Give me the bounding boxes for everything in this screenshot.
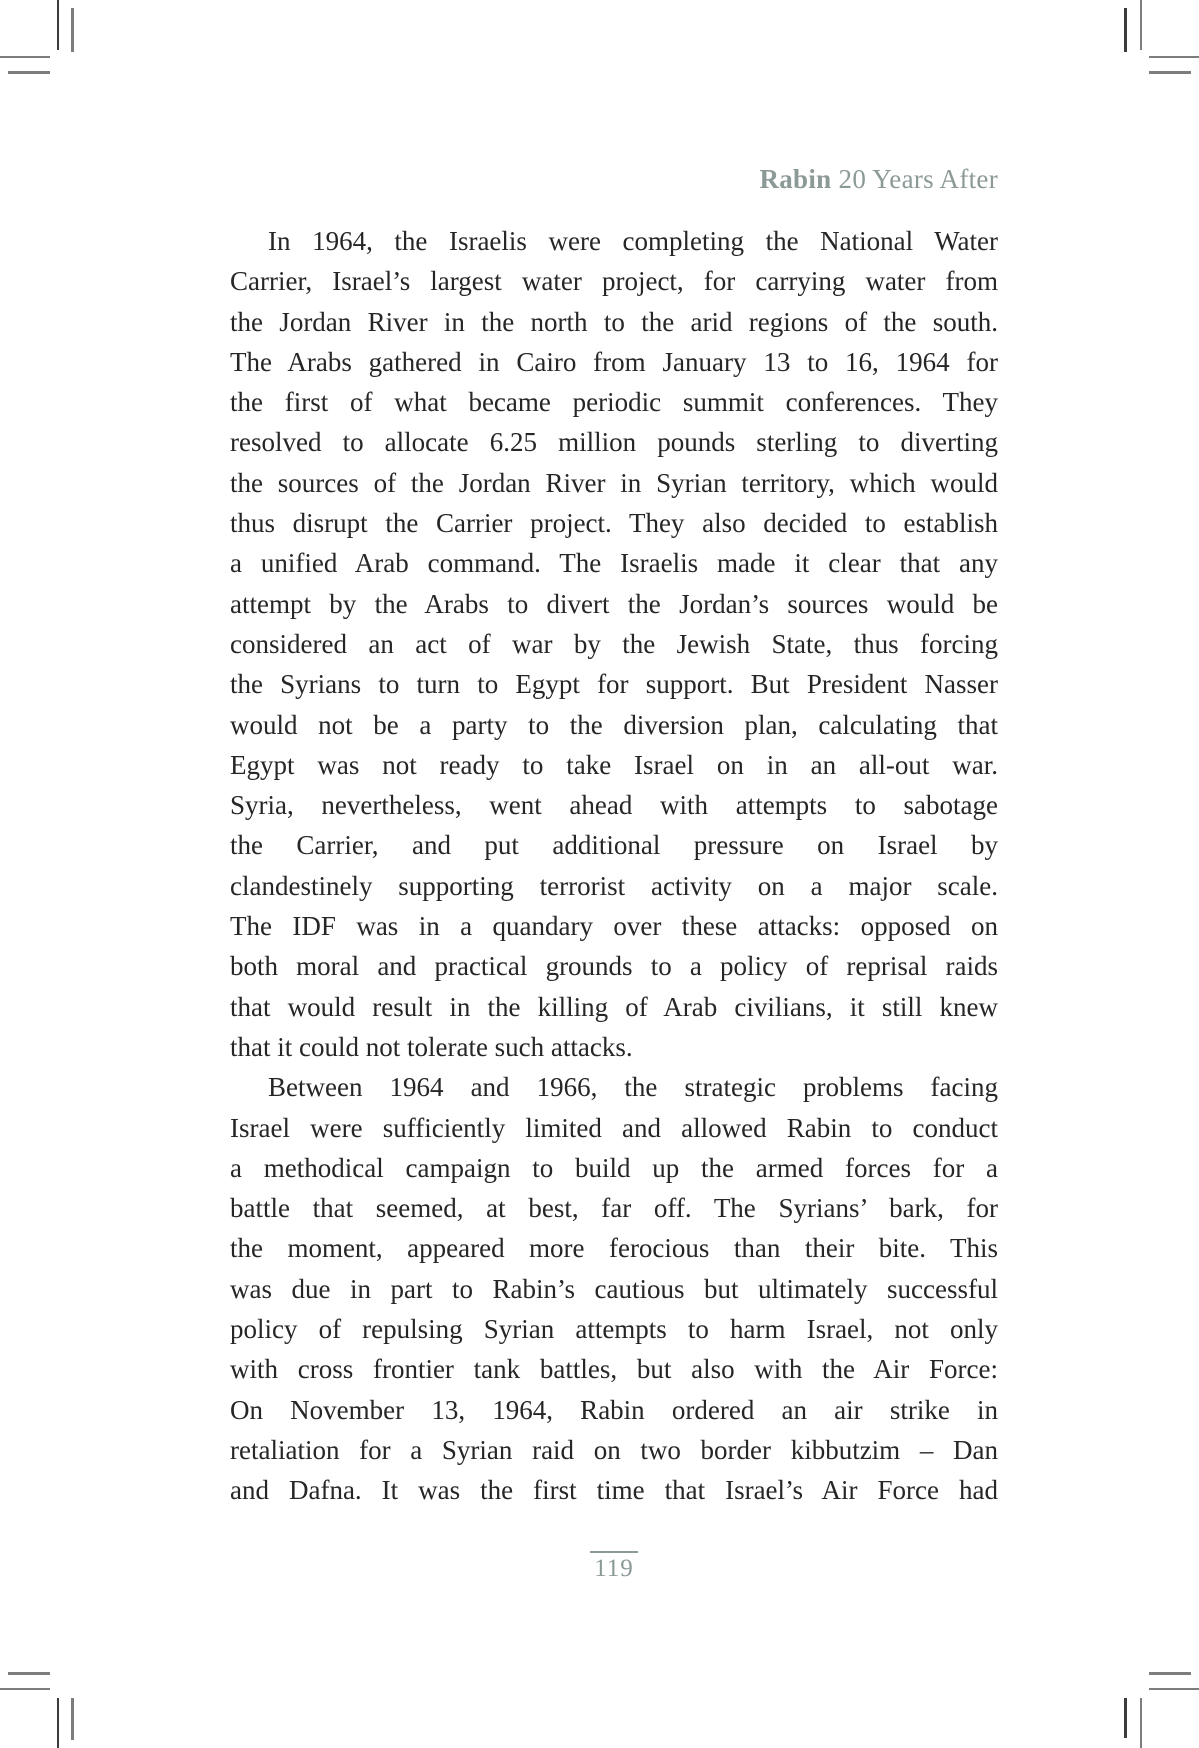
page-number: 119 — [594, 1555, 634, 1582]
crop-mark — [1149, 1672, 1191, 1675]
crop-mark — [57, 1698, 59, 1748]
text-line: the sources of the Jordan River in Syrian territory, which would — [230, 467, 998, 498]
text-line: Carrier, Israel’s largest water project, for carrying water from — [230, 266, 998, 297]
text-line: Between 1964 and 1966, the strategic problems facing — [268, 1072, 998, 1103]
running-head — [230, 166, 998, 193]
crop-mark — [8, 71, 50, 74]
crop-mark — [1149, 1688, 1199, 1690]
text-line: thus disrupt the Carrier project. They also decided to establish — [230, 508, 998, 539]
text-line: In 1964, the Israelis were completing the National Water — [268, 226, 998, 256]
crop-mark — [0, 56, 50, 58]
crop-mark — [71, 8, 74, 52]
crop-mark — [8, 1672, 50, 1675]
text-line: the first of what became periodic summit conferences. They — [230, 387, 998, 418]
crop-mark — [1149, 56, 1199, 58]
crop-mark — [1149, 71, 1191, 74]
crop-mark — [0, 1688, 50, 1690]
text-line: would not be a party to the diversion plan, calculating that — [230, 709, 998, 740]
text-line: a unified Arab command. The Israelis made it clear that any — [230, 548, 998, 579]
body-text — [230, 221, 998, 1511]
crop-mark — [1124, 1698, 1127, 1738]
text-line: the Carrier, and put additional pressure on Israel by — [230, 830, 998, 861]
text-line: clandestinely supporting terrorist activity on a major scale. — [230, 870, 998, 901]
text-line: The IDF was in a quandary over these attacks: opposed on — [230, 911, 998, 942]
text-line: both moral and practical grounds to a policy of reprisal raids — [230, 951, 998, 982]
text-line: and Dafna. It was the first time that Israel’s Air Force had — [230, 1475, 998, 1506]
crop-mark — [57, 0, 59, 50]
running-head-subtitle: 20 Years After — [831, 164, 998, 194]
text-line: was due in part to Rabin’s cautious but ultimately successful — [230, 1273, 998, 1304]
text-line: considered an act of war by the Jewish State, thus forcing — [230, 628, 998, 659]
text-line: The Arabs gathered in Cairo from January 13 to 16, 1964 for — [230, 346, 998, 377]
text-line: Syria, nevertheless, went ahead with attempts to sabotage — [230, 790, 998, 821]
text-line: a methodical campaign to build up the armed forces for a — [230, 1152, 998, 1183]
crop-mark — [1124, 8, 1127, 52]
text-line: that it could not tolerate such attacks. — [230, 1031, 633, 1062]
text-line: Egypt was not ready to take Israel on in an all-out war. — [230, 749, 998, 780]
text-line: the Jordan River in the north to the arid regions of the south. — [230, 306, 998, 337]
text-line: On November 13, 1964, Rabin ordered an air strike in — [230, 1394, 998, 1425]
text-line: that would result in the killing of Arab civilians, it still knew — [230, 991, 998, 1022]
text-line: policy of repulsing Syrian attempts to harm Israel, not only — [230, 1314, 998, 1345]
crop-mark — [1140, 1698, 1142, 1748]
text-line: resolved to allocate 6.25 million pounds sterling to diverting — [230, 427, 998, 458]
text-line: the moment, appeared more ferocious than their bite. This — [230, 1233, 998, 1264]
crop-mark — [1140, 0, 1142, 50]
folio — [230, 1551, 998, 1582]
folio-rule — [590, 1551, 638, 1553]
running-head-book-title: Rabin — [759, 164, 832, 194]
text-line: battle that seemed, at best, far off. The Syrians’ bark, for — [230, 1193, 998, 1224]
text-line: Israel were sufficiently limited and allowed Rabin to conduct — [230, 1112, 998, 1143]
text-line: attempt by the Arabs to divert the Jordan’s sources would be — [230, 588, 998, 619]
text-line: with cross frontier tank battles, but also with the Air Force: — [230, 1354, 998, 1385]
text-line: the Syrians to turn to Egypt for support. But President Nasser — [230, 669, 998, 700]
crop-mark — [71, 1698, 74, 1740]
text-line: retaliation for a Syrian raid on two border kibbutzim – Dan — [230, 1434, 998, 1465]
